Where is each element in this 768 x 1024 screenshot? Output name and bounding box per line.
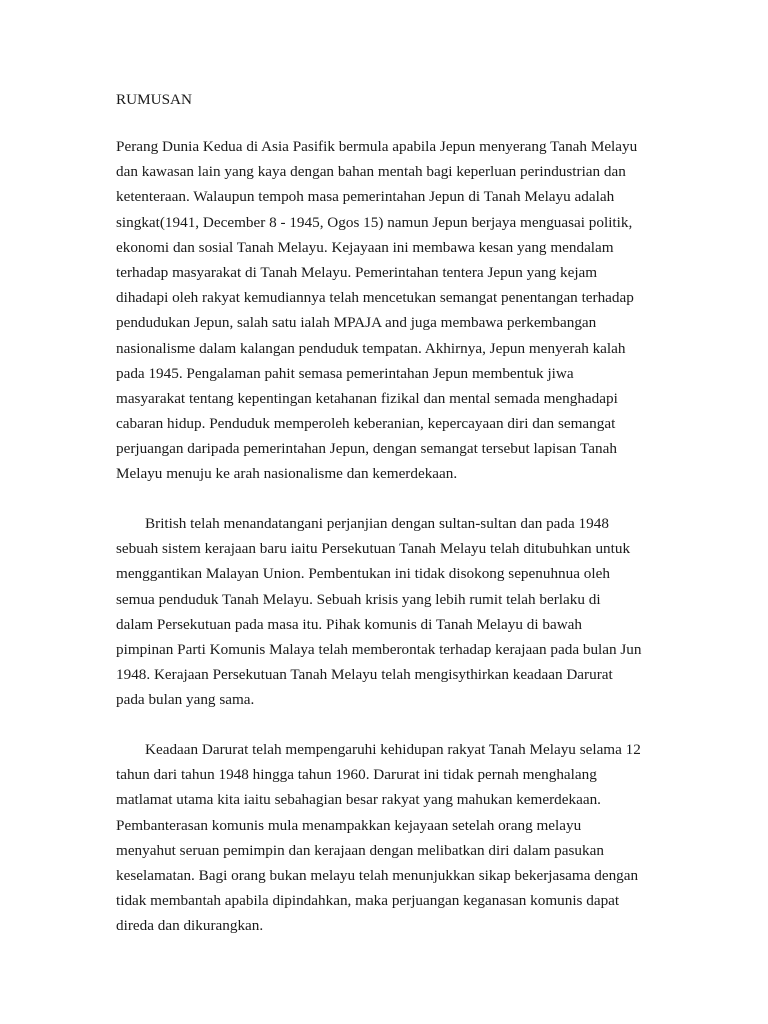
text-line: menyahut seruan pemimpin dan kerajaan dengan melibatkan diri dalam pasukan (116, 841, 604, 859)
text-line: ekonomi dan sosial Tanah Melayu. Kejayaan ini membawa kesan yang mendalam (116, 238, 614, 256)
text-line: sebuah sistem kerajaan baru iaitu Persekutuan Tanah Melayu telah ditubuhkan untuk (116, 540, 631, 558)
paragraph-2 (116, 511, 642, 713)
text-line: tahun dari tahun 1948 hingga tahun 1960. Darurat ini tidak pernah menghalang (116, 766, 597, 784)
text-line: pada 1945. Pengalaman pahit semasa pemerintahan Jepun membentuk jiwa (116, 364, 574, 382)
text-line: Perang Dunia Kedua di Asia Pasifik bermula apabila Jepun menyerang Tanah Melayu (116, 138, 638, 155)
text-line: tidak membantah apabila dipindahkan, maka perjuangan keganasan komunis dapat (116, 892, 620, 910)
text-line: direda dan dikurangkan. (116, 917, 264, 935)
paragraph-1 (116, 134, 637, 487)
text-line: pada bulan yang sama. (116, 691, 255, 709)
text-line: menggantikan Malayan Union. Pembentukan ini tidak disokong sepenuhnua oleh (116, 565, 610, 583)
paragraph-3 (116, 737, 641, 939)
text-line: cabaran hidup. Penduduk memperoleh keberanian, kepercayaan diri dan semangat (116, 415, 616, 433)
text-line: pimpinan Parti Komunis Malaya telah memberontak terhadap kerajaan pada bulan Jun (116, 640, 642, 658)
text-line: pendudukan Jepun, salah satu ialah MPAJA and juga membawa perkembangan (116, 314, 597, 332)
text-line: British telah menandatangani perjanjian dengan sultan-sultan dan pada 1948 (145, 515, 609, 532)
text-line: terhadap masyarakat di Tanah Melayu. Pemerintahan tentera Jepun yang kejam (116, 263, 598, 281)
text-line: singkat(1941, December 8 - 1945, Ogos 15) namun Jepun berjaya menguasai politik, (116, 213, 633, 231)
text-line: dan kawasan lain yang kaya dengan bahan mentah bagi keperluan perindustrian dan (116, 163, 626, 181)
text-line: nasionalisme dalam kalangan penduduk tempatan. Akhirnya, Jepun menyerah kalah (116, 339, 626, 357)
document-body (116, 87, 664, 935)
document-heading: RUMUSAN (116, 91, 192, 108)
text-line: perjuangan daripada pemerintahan Jepun, dengan semangat tersebut lapisan Tanah (116, 440, 617, 458)
text-line: 1948. Kerajaan Persekutuan Tanah Melayu telah mengisythirkan keadaan Darurat (116, 666, 613, 684)
text-line: ketenteraan. Walaupun tempoh masa pemerintahan Jepun di Tanah Melayu adalah (116, 188, 615, 206)
text-line: Melayu menuju ke arah nasionalisme dan kemerdekaan. (116, 465, 458, 483)
text-line: semua penduduk Tanah Melayu. Sebuah krisis yang lebih rumit telah berlaku di (116, 590, 601, 608)
text-line: masyarakat tentang kepentingan ketahanan fizikal dan mental semada menghadapi (116, 389, 618, 407)
text-line: dalam Persekutuan pada masa itu. Pihak komunis di Tanah Melayu di bawah (116, 615, 582, 633)
text-line: keselamatan. Bagi orang bukan melayu telah menunjukkan sikap bekerjasama dengan (116, 866, 639, 884)
text-line: dihadapi oleh rakyat kemudiannya telah mencetukan semangat penentangan terhadap (116, 289, 634, 307)
text-line: Pembanterasan komunis mula menampakkan kejayaan setelah orang melayu (116, 816, 582, 834)
text-line: matlamat utama kita iaitu sebahagian besar rakyat yang mahukan kemerdekaan. (116, 791, 601, 809)
text-line: Keadaan Darurat telah mempengaruhi kehidupan rakyat Tanah Melayu selama 12 (145, 741, 641, 758)
